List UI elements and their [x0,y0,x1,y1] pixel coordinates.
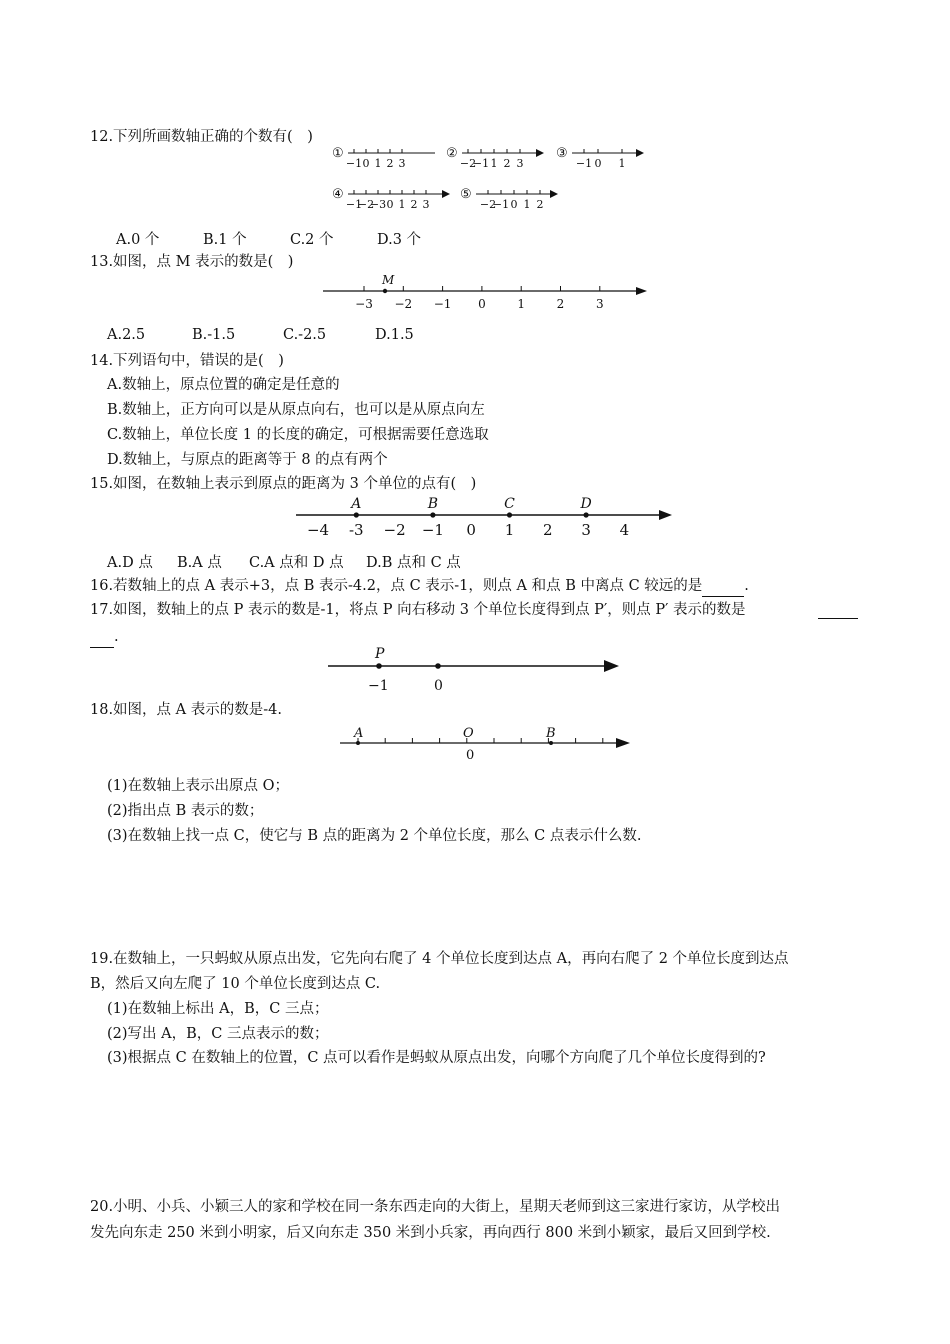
point-d [584,512,589,517]
tick-label: -3 [348,521,364,539]
tick-label: 3 [398,157,406,170]
q12-axis-2 [446,142,546,174]
point-m-label: M [382,273,395,287]
point-b-label: B [546,726,556,741]
q17-line2 [90,627,119,648]
q19-part-1: (1)在数轴上标出 A，B，C 三点； [107,1001,329,1017]
q14-stem: 14.下列语句中，错误的是( ) [90,353,284,369]
q18-part-3: (3)在数轴上找一点 C，使它与 B 点的距离为 2 个单位长度，那么 C 点表示什么数. [107,828,642,844]
q12-stem: 12.下列所画数轴正确的个数有( ) [90,129,313,145]
tick-label: 0 [466,521,476,539]
axis-5-label: ⑤ [460,187,472,202]
tick-label: −4 [306,521,330,539]
q15-option-a: A.D 点 [107,555,153,571]
tick-label: 3 [516,157,524,170]
q12-axis-4 [332,183,452,215]
tick-label: −2 [479,198,497,211]
tick-label: −2 [459,157,477,170]
q20-line-1: 20.小明、小兵、小颖三人的家和学校在同一条东西走向的大街上，星期天老师到这三家进行家访，从学校出 [90,1199,781,1215]
tick-label: 1 [517,297,526,311]
tick-label: 1 [398,198,406,211]
q16-end: . [744,578,749,594]
q18-stem: 18.如图，点 A 表示的数是-4. [90,702,282,718]
tick-label: 2 [536,198,544,211]
tick-label: −1 [472,157,490,170]
q12-option-d: D.3 个 [377,232,422,248]
q12-option-b: B.1 个 [203,232,247,248]
tick-label: 2 [386,157,394,170]
tick-label: −1 [345,157,363,170]
q12-option-c: C.2 个 [290,232,334,248]
q14-option-a: A.数轴上，原点位置的确定是任意的 [107,377,340,393]
q13-option-d: D.1.5 [375,327,414,343]
q19-part-3: (3)根据点 C 在数轴上的位置，C 点可以看作是蚂蚁从原点出发，向哪个方向爬了几个单位长度得到的? [107,1050,766,1066]
q16-answer-blank[interactable] [702,576,744,597]
q12-axis-3 [556,142,646,174]
q17-stem: 17.如图，数轴上的点 P 表示的数是-1，将点 P 向右移动 3 个单位长度得到点 P′，则点 P′ 表示的数是 [90,602,746,618]
tick-label: −1 [575,157,593,170]
tick-label: 1 [374,157,382,170]
point-a [356,741,360,745]
tick-label: −3 [369,198,387,211]
tick-label: 0 [594,157,602,170]
tick-label: −2 [357,198,375,211]
tick-label: 3 [595,297,604,311]
q19-line-2: B，然后又向左爬了 10 个单位长度到达点 C. [90,976,381,992]
point-o-label: O [463,726,474,741]
q15-number-line [296,495,674,545]
q14-option-d: D.数轴上，与原点的距离等于 8 的点有两个 [107,452,388,468]
tick-label-neg1: −1 [368,678,389,694]
tick-label: 3 [422,198,430,211]
tick-label: 1 [618,157,626,170]
point-b [430,512,435,517]
q12-axis-1 [332,142,437,174]
tick-label: −3 [355,297,373,311]
zero-label: 0 [466,748,475,763]
axis-1-label: ① [332,146,344,161]
point-a [354,512,359,517]
q17-answer-blank-1[interactable] [818,618,858,619]
q17-answer-blank-2[interactable] [90,627,114,648]
tick-label: −1 [492,198,510,211]
point-label: A [351,496,362,512]
q17-number-line [328,645,620,695]
tick-label: −1 [421,521,444,539]
point-label: B [427,496,439,512]
q13-option-c: C.-2.5 [283,327,327,343]
q14-option-b: B.数轴上，正方向可以是从原点向右，也可以是从原点向左 [107,402,485,418]
tick-label: 0 [478,297,486,311]
axis-4-label: ④ [332,187,344,202]
tick-label: 4 [619,521,630,539]
tick-label: 1 [523,198,531,211]
tick-label: 2 [410,198,418,211]
q14-option-c: C.数轴上，单位长度 1 的长度的确定，可根据需要任意选取 [107,427,489,443]
q17-end: . [114,629,119,645]
q13-option-b: B.-1.5 [192,327,236,343]
q16-line [90,576,749,597]
axis-2-label: ② [446,146,458,161]
axis-3-label: ③ [556,146,568,161]
point-label: D [580,496,592,512]
tick-label: 2 [556,297,565,311]
point-zero [435,663,441,669]
tick-label: 0 [386,198,394,211]
q19-part-2: (2)写出 A，B，C 三点表示的数； [107,1026,329,1042]
q19-line-1: 19.在数轴上，一只蚂蚁从原点出发，它先向右爬了 4 个单位长度到达点 A，再向右爬了 2 个单位长度到达点 [90,951,789,967]
q15-option-b: B.A 点 [177,555,222,571]
q12-axis-5 [460,183,560,215]
q20-line-2: 发先向东走 250 米到小明家，后又向东走 350 米到小兵家，再向西行 800 米到小颖家，最后又回到学校. [90,1225,771,1241]
point-p-label: P [375,646,385,662]
q16-stem: 16.若数轴上的点 A 表示+3，点 B 表示-4.2，点 C 表示-1，则点 A 和点 B 中离点 C 较远的是 [90,578,703,594]
q18-part-1: (1)在数轴上表示出原点 O； [107,778,290,794]
q18-part-2: (2)指出点 B 表示的数； [107,803,264,819]
tick-label: 2 [543,521,553,539]
tick-label: −1 [433,297,452,311]
tick-label: −2 [394,297,413,311]
point-a-label: A [354,726,364,741]
tick-label: 2 [503,157,511,170]
q13-stem: 13.如图，点 M 表示的数是( ) [90,254,294,270]
point-b [549,741,553,745]
point-c [507,512,512,517]
q15-option-c: C.A 点和 D 点 [249,555,344,571]
q13-number-line [323,274,648,314]
q13-option-a: A.2.5 [107,327,146,343]
q12-option-a: A.0 个 [116,232,160,248]
point-p [376,663,382,669]
tick-label-zero: 0 [434,678,443,694]
q15-option-d: D.B 点和 C 点 [366,555,461,571]
tick-label: 0 [510,198,518,211]
point-label: C [504,496,515,512]
tick-label: −1 [345,198,363,211]
tick-label: 3 [581,521,591,539]
tick-label: 0 [362,157,370,170]
tick-label: 1 [504,521,515,539]
point-m [383,289,387,293]
q18-number-line [340,724,632,766]
tick-label: 1 [490,157,498,170]
tick-label: −2 [383,521,406,539]
q15-stem: 15.如图，在数轴上表示到原点的距离为 3 个单位的点有( ) [90,476,477,492]
